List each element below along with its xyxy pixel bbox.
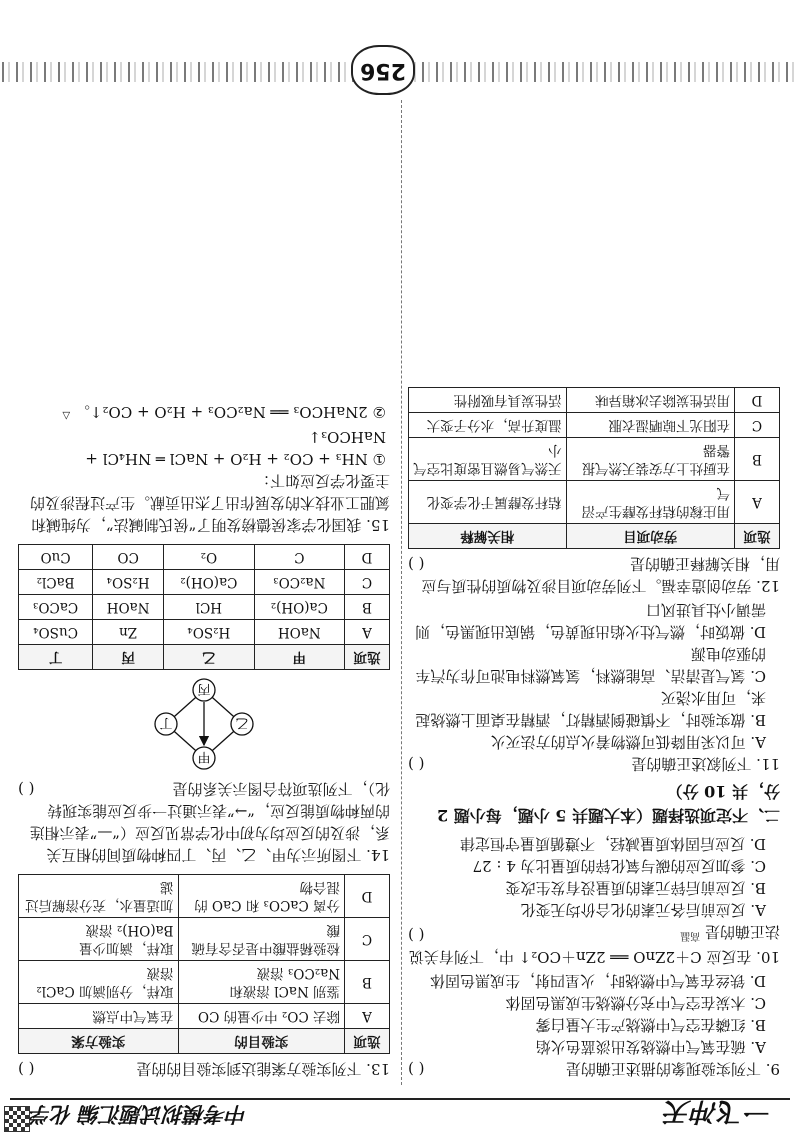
section-title: 二、不定项选择题（本大题共 5 小题，每小题 2 分，共 10 分） — [437, 782, 780, 825]
table-cell: Na₂CO₃ — [254, 570, 344, 595]
option: A. 硫在氧气中燃烧发出淡蓝色火焰 — [535, 1038, 766, 1056]
table-row — [19, 1004, 390, 1029]
option: C. 参加反应的碳与氧化锌的质量比为 4 : 27 — [472, 857, 766, 875]
option: C. 木炭在空气中充分燃烧生成黑色固体 — [505, 994, 766, 1012]
question-10 — [408, 833, 780, 968]
checker-pattern-icon — [4, 1106, 30, 1132]
column-divider — [401, 100, 402, 1085]
table-cell: 加适量水，充分溶解后过滤 — [19, 875, 179, 918]
table-cell: H₂SO₄ — [164, 620, 254, 645]
table-cell: 用活性炭除去冰箱异味 — [566, 388, 734, 413]
option: A. 反应前后各元素的化合价均无变化 — [520, 901, 766, 919]
table-cell: BaCl₂ — [19, 570, 93, 595]
table-cell: D — [345, 875, 390, 918]
table-header: 选项 — [735, 524, 780, 549]
table-cell: CaCO₃ — [19, 595, 93, 620]
table-row — [19, 961, 390, 1004]
equation-2 — [18, 401, 390, 426]
table-header: 相关解释 — [409, 524, 567, 549]
question-14 — [18, 544, 390, 866]
table-row — [409, 388, 780, 413]
table-row — [19, 918, 390, 961]
table-header-row — [19, 1029, 390, 1054]
table-cell: CuSO₄ — [19, 620, 93, 645]
option: B. 红磷在空气中燃烧产生大量白雾 — [535, 1016, 766, 1034]
header-rule — [10, 1098, 790, 1100]
table-cell: D — [735, 388, 780, 413]
question-15 — [18, 401, 390, 536]
table-cell: O₂ — [164, 545, 254, 570]
table-cell: C — [345, 570, 390, 595]
table-cell: 用庄稼的秸秆发酵生产沼气 — [566, 481, 734, 524]
question-stem: 9. 下列实验现象的描述正确的是 — [565, 1060, 780, 1078]
running-header — [30, 1100, 247, 1130]
question-stem: 11. 下列叙述正确的是 — [631, 755, 780, 773]
answer-paren: ( ) — [408, 755, 425, 773]
answer-paren: ( ) — [408, 1060, 425, 1078]
page-number: 256 — [351, 45, 415, 95]
brand-logo: 一飞冲天 — [663, 1096, 772, 1126]
table-cell: 分离 CaCO₃ 和 CaO 的混合物 — [178, 875, 344, 918]
table-cell: C — [345, 918, 390, 961]
question-stem: 12. 劳动创造幸福。下列劳动项目涉及物质的性质与应用，相关解释正确的是 — [421, 555, 780, 595]
table-cell: C — [254, 545, 344, 570]
table-header: 选项 — [345, 1029, 390, 1054]
right-column — [18, 399, 390, 1080]
table-header: 甲 — [254, 645, 344, 670]
option: D. 铁丝在氧气中燃烧时，火星四射，生成黑色固体 — [429, 972, 766, 990]
table-row — [409, 413, 780, 438]
table-cell: Zn — [93, 620, 164, 645]
relation-diagram — [124, 676, 284, 772]
table-header: 劳动项目 — [566, 524, 734, 549]
table-cell: B — [345, 961, 390, 1004]
table-row — [19, 595, 390, 620]
table-cell: Ca(OH)₂ — [254, 595, 344, 620]
table-row — [19, 875, 390, 918]
option: D. 反应后固体质量减轻，不遵循质量守恒定律 — [459, 835, 766, 853]
option: C. 氢气是清洁、高能燃料，氢氧燃料电池可作为汽车的驱动电源 — [415, 645, 766, 685]
table-header: 实验目的 — [178, 1029, 344, 1054]
table-cell: 活性炭具有吸附性 — [409, 388, 567, 413]
table-cell: HCl — [164, 595, 254, 620]
equation-1: ① NH₃ + CO₂ + H₂O + NaCl ═ NH₄Cl + NaHCO₃↓ — [85, 428, 386, 468]
answer-paren: ( ) — [18, 780, 35, 798]
table-cell: A — [345, 620, 390, 645]
equation-2-text: ② 2NaHCO₃ ══ Na₂CO₃ + H₂O + CO₂↑。 — [74, 403, 386, 421]
table-cell: 取样，滴加少量 Ba(OH)₂ 溶液 — [19, 918, 179, 961]
table-header: 丙 — [93, 645, 164, 670]
node-label: 丙 — [197, 681, 211, 696]
table-cell: 在阳光下晾晒湿衣服 — [566, 413, 734, 438]
table-cell: 鉴别 NaCl 溶液和 Na₂CO₃ 溶液 — [178, 961, 344, 1004]
question-13 — [18, 874, 390, 1080]
reaction-condition: △ — [62, 410, 71, 421]
answer-paren: ( ) — [408, 926, 425, 944]
question-12 — [408, 387, 780, 597]
table-cell: 天然气易燃且密度比空气小 — [409, 438, 567, 481]
table-cell: 秸秆发酵属于化学变化 — [409, 481, 567, 524]
table-cell: H₂SO₄ — [93, 570, 164, 595]
table-row — [19, 620, 390, 645]
question-stem: 13. 下列实验方案能达到实验目的的是 — [136, 1060, 390, 1078]
table-cell: 除去 CO₂ 中少量的 CO — [178, 1004, 344, 1029]
table-header: 实验方案 — [19, 1029, 179, 1054]
table-row — [19, 570, 390, 595]
table-cell: C — [735, 413, 780, 438]
table-cell: NaOH — [254, 620, 344, 645]
option: B. 做实验时，不慎碰倒酒精灯，酒精在桌面上燃烧起来，可用水浇灭 — [415, 689, 766, 729]
table-cell: Ca(OH)₂ — [164, 570, 254, 595]
table-cell: 在氧气中点燃 — [19, 1004, 179, 1029]
series-title: 中考模拟试题汇编 — [79, 1102, 248, 1127]
left-column — [408, 379, 780, 1080]
table-row — [409, 481, 780, 524]
table-cell: B — [735, 438, 780, 481]
table-header: 乙 — [164, 645, 254, 670]
table-cell: 检验稀盐酸中是否含有硫酸 — [178, 918, 344, 961]
q12-table — [408, 387, 780, 549]
option: D. 做饭时，燃气灶火焰出现黄色，锅底出现黑色，则需调小灶具进风口 — [414, 601, 766, 641]
node-label: 乙 — [235, 715, 249, 730]
table-cell: A — [735, 481, 780, 524]
node-label: 甲 — [197, 749, 211, 764]
table-row — [409, 438, 780, 481]
table-cell: 取样，分别滴加 CaCl₂ 溶液 — [19, 961, 179, 1004]
question-11 — [408, 599, 780, 775]
table-cell: A — [345, 1004, 390, 1029]
table-row — [19, 545, 390, 570]
reaction-condition: 高温 — [680, 930, 701, 941]
table-cell: 温度升高，水分子变大 — [409, 413, 567, 438]
table-cell: CuO — [19, 545, 93, 570]
table-cell: D — [345, 545, 390, 570]
option: A. 可以采用降低可燃物着火点的方法灭火 — [490, 733, 766, 751]
answer-paren: ( ) — [408, 555, 425, 573]
q13-table — [18, 874, 390, 1054]
question-stem: 14. 下图所示为甲、乙、丙、丁四种物质间的相互关系，涉及的反应均为初中化学常见反应（“—”表示相连的两种物质能反应，“→”表示通过一步反应能实现转化），下列选项符合图示关系的是 — [29, 780, 390, 864]
subject-title: 化学 — [30, 1102, 72, 1127]
table-cell: NaOH — [93, 595, 164, 620]
question-stem: 15. 我国化学家侯德榜发明了“侯氏制碱法”，为纯碱和氮肥工业技术的发展作出了杰出贡献。生产过程涉及的主要化学反应如下： — [29, 472, 390, 534]
table-header-row — [409, 524, 780, 549]
table-cell: B — [345, 595, 390, 620]
q14-table — [18, 544, 390, 670]
table-header: 选项 — [345, 645, 390, 670]
node-label: 丁 — [159, 715, 173, 730]
table-cell: CO — [93, 545, 164, 570]
table-header: 丁 — [19, 645, 93, 670]
question-9 — [408, 970, 780, 1080]
answer-paren: ( ) — [18, 1060, 35, 1078]
question-stem: 10. 在反应 C＋2ZnO ══ 2Zn＋CO₂↑ 中，下列有关说法正确的是 — [408, 923, 780, 966]
table-header-row — [19, 645, 390, 670]
option: B. 反应前后锌元素的质量没有发生改变 — [505, 879, 766, 897]
table-cell: 在厨灶上方安装天然气报警器 — [566, 438, 734, 481]
